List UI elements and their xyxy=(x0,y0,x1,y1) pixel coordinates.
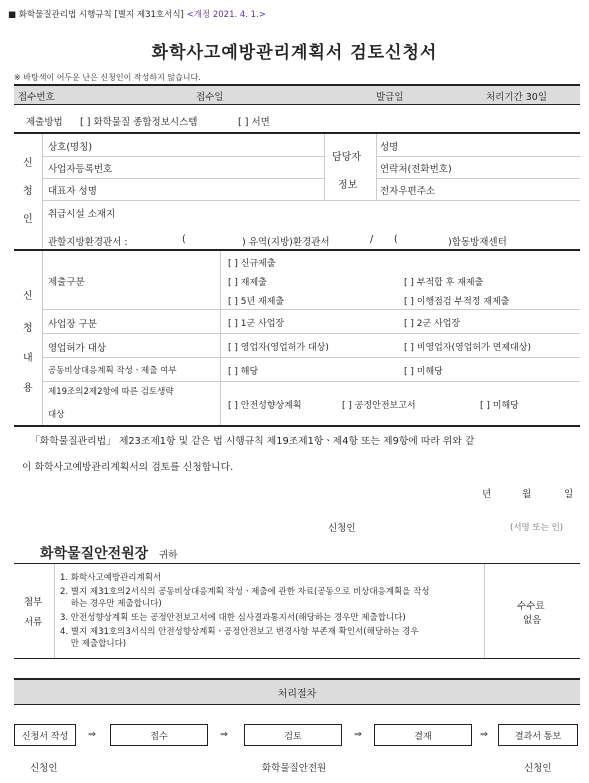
arrow-icon: ⇒ xyxy=(88,729,96,740)
submission-type-label: 제출구분 xyxy=(48,277,85,288)
env-office-slash: / xyxy=(370,234,374,245)
procedure-header xyxy=(14,680,580,704)
step-receipt: 접수 xyxy=(110,724,208,746)
submission-method-row xyxy=(14,110,580,130)
representative-field[interactable]: 대표자 성명 xyxy=(48,186,97,197)
step-review: 검토 xyxy=(244,724,342,746)
receipt-date-label: 접수일 xyxy=(196,92,224,103)
permit-target-checkbox[interactable]: [ ] 영업자(영업허가 대상) xyxy=(228,343,329,353)
attachments-section xyxy=(14,564,580,658)
attachments-label-2: 서류 xyxy=(24,617,43,628)
env-center-open: ( xyxy=(394,234,398,245)
env-office-label: 관할지방환경관서 : xyxy=(48,237,128,248)
recipient-name: 화학물질안전원장 xyxy=(40,546,149,562)
actor-agency: 화학물질안전원 xyxy=(262,763,327,774)
manager-email-field[interactable]: 전자우편주소 xyxy=(380,186,436,197)
manager-label-2: 정보 xyxy=(338,180,358,191)
statement-line-1: 「화학물질관리법」 제23조제1항 및 같은 법 시행규칙 제19조제1항ㆍ제4항 또는 제9항에 따라 위와 같 xyxy=(30,436,475,447)
attachments-label-1: 첨부 xyxy=(24,597,43,608)
joint-plan-label: 공동비상대응계획 작성ㆍ제출 여부 xyxy=(48,366,177,376)
joint-plan-yes-checkbox[interactable]: [ ] 해당 xyxy=(228,367,259,377)
step-notification: 결과서 통보 xyxy=(498,724,578,746)
recipient-suffix: 귀하 xyxy=(159,550,178,561)
applicant-signature-label: 신청인 xyxy=(328,523,356,534)
group1-checkbox[interactable]: [ ] 1군 사업장 xyxy=(228,319,285,329)
form-reference xyxy=(8,8,266,20)
content-char-3: 내 xyxy=(23,353,33,364)
actor-applicant-left: 신청인 xyxy=(30,763,58,774)
manager-name-field[interactable]: 성명 xyxy=(380,142,399,153)
safety-plan-checkbox[interactable]: [ ] 안전성향상계획 xyxy=(228,401,302,411)
applicant-char-1: 신 xyxy=(23,158,33,169)
permit-exempt-checkbox[interactable]: [ ] 비영업자(영업허가 면제대상) xyxy=(404,343,531,353)
applicant-char-2: 청 xyxy=(23,186,33,197)
receipt-bar xyxy=(14,86,580,104)
date-day[interactable]: 일 xyxy=(564,489,574,500)
attachment-item-1: 1. 화학사고예방관리계획서 xyxy=(60,573,162,583)
arrow-icon: ⇒ xyxy=(354,729,362,740)
attachment-item-2: 2. 별지 제31호의2서식의 공동비상대응계획 작성ㆍ제출에 관한 자료(공동으로 비상대응계획을 작성 xyxy=(60,587,430,597)
site-class-label: 사업장 구분 xyxy=(48,319,97,330)
attachment-item-2b: 하는 경우만 제출합니다) xyxy=(60,599,162,609)
five-year-checkbox[interactable]: [ ] 5년 재제출 xyxy=(228,297,285,307)
article19-na-checkbox[interactable]: [ ] 미해당 xyxy=(480,401,519,411)
step-application: 신청서 작성 xyxy=(14,724,76,746)
attachment-item-4: 4. 별지 제31호의3서식의 안전성향상계획ㆍ공정안전보고 변경사항 부존재 확인서(해당하는 경우 xyxy=(60,627,419,637)
statement-line-2: 이 화학사고예방관리계획서의 검토를 신청합니다. xyxy=(22,462,234,473)
submission-method-label: 제출방법 xyxy=(26,117,63,128)
facility-location-field[interactable]: 취급시설 소재지 xyxy=(48,209,116,220)
shading-note: ※ 바탕색이 어두운 난은 신청인이 작성하지 않습니다. xyxy=(14,73,201,82)
attachment-item-3: 3. 안전성향상계획 또는 공정안전보고서에 대한 심사결과통지서(해당하는 경우만 제출합니다) xyxy=(60,613,406,623)
date-year[interactable]: 년 xyxy=(482,489,492,500)
signature-field[interactable]: (서명 또는 인) xyxy=(510,523,564,533)
attachment-item-4b: 만 제출합니다) xyxy=(60,639,127,649)
applicant-section xyxy=(14,134,580,248)
content-section xyxy=(14,251,580,425)
revision-date: <개정 2021. 4. 1.> xyxy=(186,10,266,20)
processing-period: 처리기간 30일 xyxy=(486,92,547,103)
article19-label-2: 대상 xyxy=(48,410,65,420)
content-char-4: 용 xyxy=(23,383,33,394)
new-submission-checkbox[interactable]: [ ] 신규제출 xyxy=(228,259,276,269)
manager-phone-field[interactable]: 연락처(전화번호) xyxy=(380,164,452,175)
content-char-1: 신 xyxy=(23,291,33,302)
issue-date-label: 발급일 xyxy=(376,92,404,103)
form-ref-text: ■ 화학물질관리법 시행규칙 [별지 제31호서식] xyxy=(8,10,184,20)
step-approval: 결재 xyxy=(374,724,472,746)
arrow-icon: ⇒ xyxy=(480,729,488,740)
fee-label: 수수료 xyxy=(517,601,545,612)
resubmit-checkbox[interactable]: [ ] 재제출 xyxy=(228,278,267,288)
article19-label-1: 제19조의2제2항에 따른 검토생략 xyxy=(48,387,174,397)
fee-value: 없음 xyxy=(523,615,542,626)
safety-report-checkbox[interactable]: [ ] 공정안전보고서 xyxy=(342,401,416,411)
company-name-field[interactable]: 상호(명칭) xyxy=(48,142,93,153)
procedure-title: 처리절차 xyxy=(277,688,317,700)
recipient xyxy=(40,543,177,563)
date-month[interactable]: 월 xyxy=(522,489,532,500)
joint-plan-no-checkbox[interactable]: [ ] 미해당 xyxy=(404,367,443,377)
business-number-field[interactable]: 사업자등록번호 xyxy=(48,164,113,175)
arrow-icon: ⇒ xyxy=(220,729,228,740)
env-office-open: ( xyxy=(182,234,186,245)
env-office-field[interactable]: ) 유역(지방)환경관서 xyxy=(242,237,330,248)
submission-option-system[interactable]: [ ] 화학물질 종합정보시스템 xyxy=(80,117,198,128)
business-permit-label: 영업허가 대상 xyxy=(48,343,107,354)
actor-applicant-right: 신청인 xyxy=(524,763,552,774)
receipt-number-label: 접수번호 xyxy=(18,92,55,103)
unfit-resubmit-checkbox[interactable]: [ ] 부적합 후 재제출 xyxy=(404,278,484,288)
manager-label-1: 담당자 xyxy=(332,152,361,163)
page-title: 화학사고예방관리계획서 검토신청서 xyxy=(151,43,438,63)
inspection-resubmit-checkbox[interactable]: [ ] 이행점검 부적정 재제출 xyxy=(404,297,510,307)
content-char-2: 청 xyxy=(23,323,33,334)
env-center-field[interactable]: )합동방재센터 xyxy=(448,237,507,248)
applicant-char-3: 인 xyxy=(23,214,33,225)
submission-option-paper[interactable]: [ ] 서면 xyxy=(238,117,270,128)
group2-checkbox[interactable]: [ ] 2군 사업장 xyxy=(404,319,461,329)
